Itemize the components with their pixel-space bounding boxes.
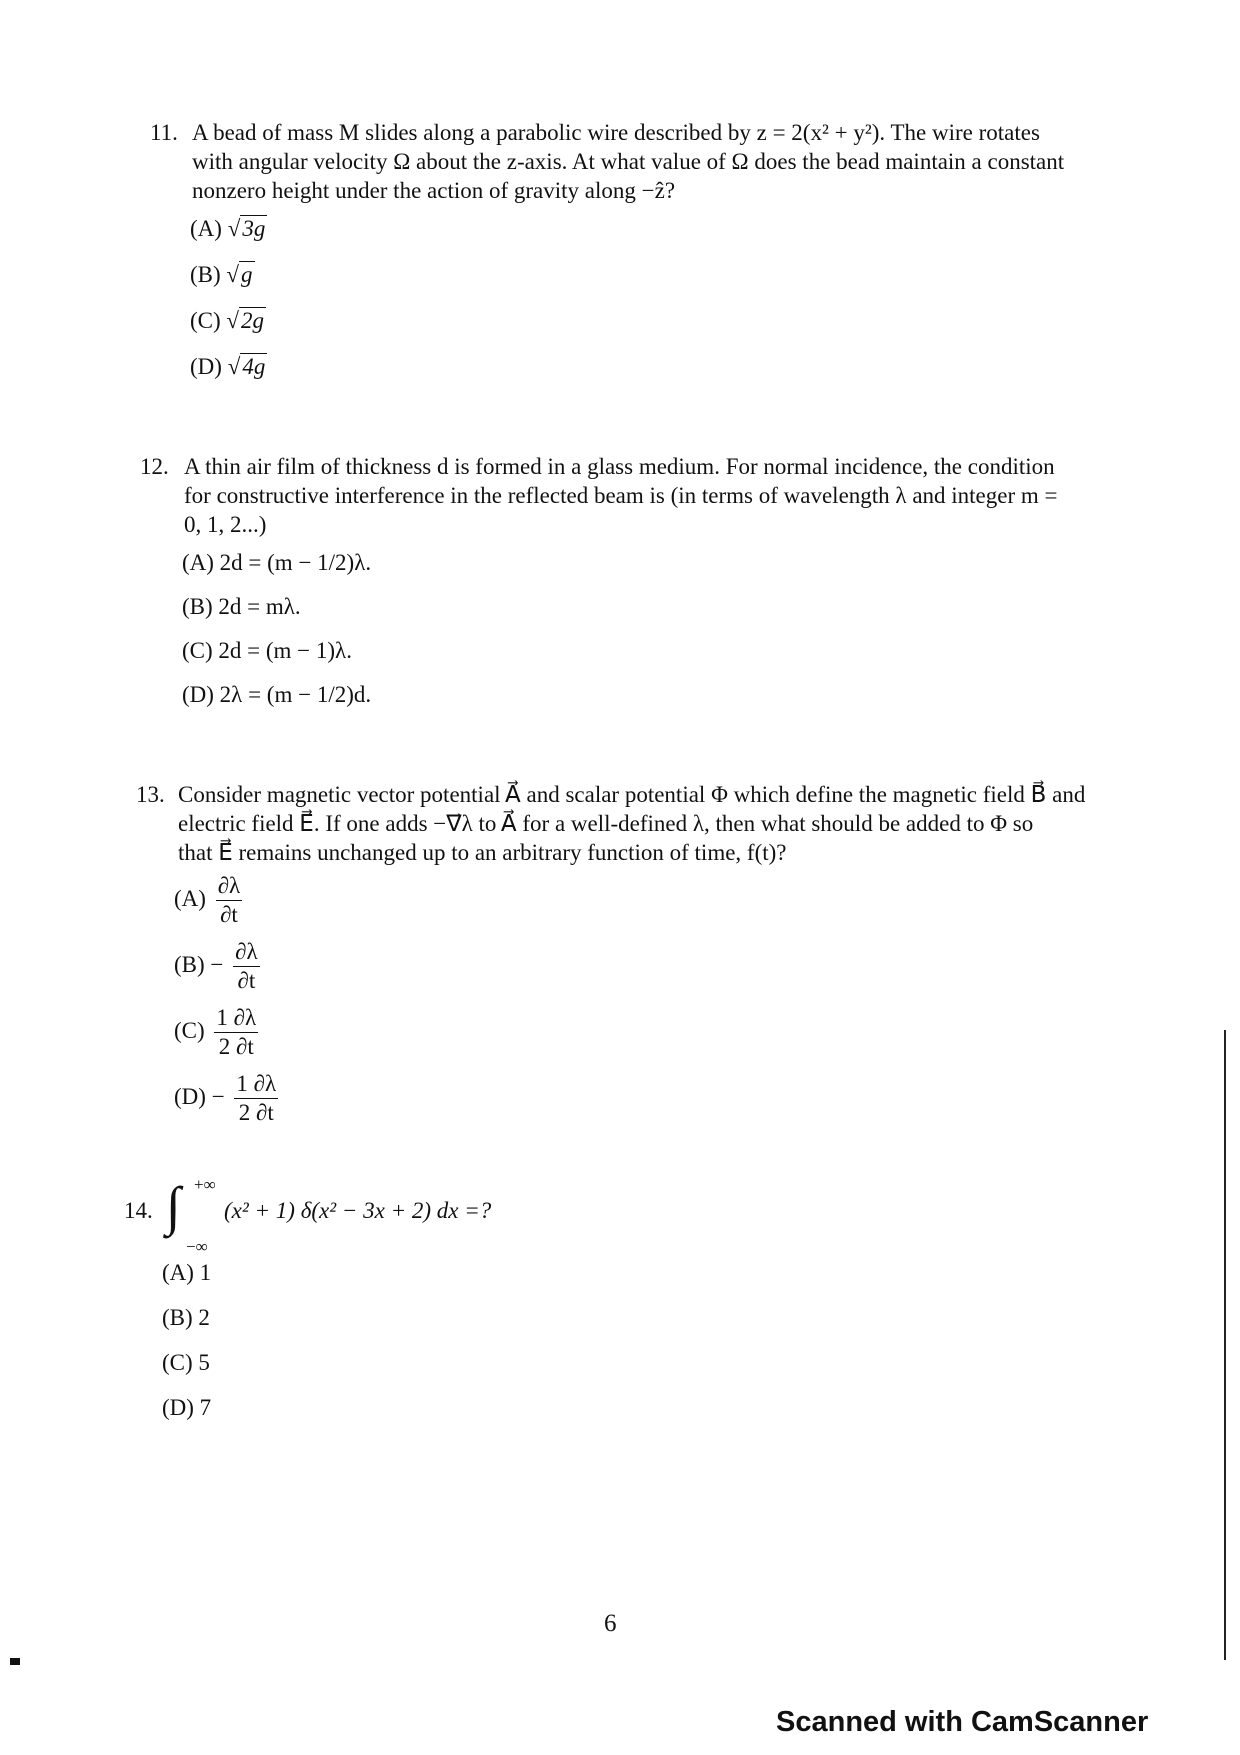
option-b[interactable]: (B) 2	[162, 1305, 210, 1330]
numerator: ∂λ	[216, 872, 243, 901]
square-root: √g	[226, 262, 253, 287]
denominator: 2 ∂t	[238, 1100, 274, 1125]
stem-line: nonzero height under the action of gravity along −ẑ?	[192, 178, 676, 203]
numerator: 1 ∂λ	[214, 1004, 258, 1033]
option-sign: −	[211, 1083, 225, 1109]
option-a[interactable]: (A) 1	[162, 1260, 212, 1285]
option-label: (C)	[174, 1017, 205, 1043]
scanner-watermark: Scanned with CamScanner	[776, 1706, 1149, 1738]
question-14	[124, 1170, 924, 1420]
option-d[interactable]: (D) 7	[162, 1395, 212, 1420]
option-label: (A)	[190, 216, 222, 241]
option-c[interactable]: (C) 2d = (m − 1)λ.	[182, 638, 352, 663]
option-sign: −	[210, 951, 224, 977]
scan-speck	[10, 1658, 20, 1665]
option-label: (B)	[174, 951, 205, 977]
option-c[interactable]	[190, 306, 266, 335]
stem-line: A bead of mass M slides along a parabolic wire described by z = 2(x² + y²). The wire rotates	[192, 120, 1040, 145]
option-b[interactable]	[190, 260, 255, 289]
radicand: 3g	[242, 216, 266, 241]
question-number: 11.	[150, 120, 178, 145]
option-label: (C)	[190, 308, 221, 333]
stem-line: electric field E⃗. If one adds −∇⃗λ to A⃗ for a well-defined λ, then what should be added to Φ so	[178, 811, 1034, 836]
stem-line: that E⃗ remains unchanged up to an arbitrary function of time, f(t)?	[178, 840, 787, 865]
lower-limit: −∞	[186, 1237, 208, 1256]
option-d[interactable]	[174, 1070, 278, 1127]
radicand: g	[241, 262, 253, 287]
radicand: 2g	[241, 308, 265, 333]
option-d[interactable]: (D) 2λ = (m − 1/2)d.	[182, 682, 372, 707]
integral-sign: ∫	[166, 1176, 181, 1236]
square-root: √3g	[227, 216, 266, 241]
square-root: √2g	[226, 308, 265, 333]
option-b[interactable]	[174, 938, 260, 995]
question-number: 13.	[136, 782, 165, 807]
radicand: 4g	[242, 354, 266, 379]
option-a[interactable]	[190, 214, 267, 243]
fraction	[214, 1004, 258, 1061]
upper-limit: +∞	[194, 1175, 216, 1194]
question-13	[136, 780, 1151, 1140]
stem-line: Consider magnetic vector potential A⃗ and scalar potential Φ which define the magnetic field B⃗ and	[178, 782, 1086, 807]
option-label: (D)	[174, 1083, 206, 1109]
stem-line: 0, 1, 2...)	[184, 512, 267, 537]
stem-line: for constructive interference in the reflected beam is (in terms of wavelength λ and integer m =	[184, 483, 1058, 508]
fraction	[216, 872, 243, 929]
question-11	[150, 118, 1150, 378]
fraction	[233, 938, 260, 995]
question-stem	[192, 118, 1064, 205]
integrand: (x² + 1) δ(x² − 3x + 2) dx =?	[224, 1198, 492, 1223]
stem-line: with angular velocity Ω about the z-axis. At what value of Ω does the bead maintain a constant	[192, 149, 1065, 174]
option-label: (A)	[174, 885, 206, 911]
scan-edge-line	[1224, 1030, 1226, 1660]
question-stem	[184, 452, 1058, 539]
numerator: ∂λ	[233, 938, 260, 967]
option-label: (D)	[190, 354, 222, 379]
option-d[interactable]	[190, 352, 267, 381]
option-b[interactable]: (B) 2d = mλ.	[182, 594, 301, 619]
denominator: ∂t	[220, 902, 238, 927]
stem-line: A thin air film of thickness d is formed in a glass medium. For normal incidence, the condition	[184, 454, 1055, 479]
page-number: 6	[604, 1610, 617, 1637]
denominator: ∂t	[237, 968, 256, 993]
question-12	[140, 452, 1150, 712]
fraction	[234, 1070, 278, 1127]
option-c[interactable]: (C) 5	[162, 1350, 210, 1375]
option-c[interactable]	[174, 1004, 258, 1061]
numerator: 1 ∂λ	[234, 1070, 278, 1099]
option-a[interactable]: (A) 2d = (m − 1/2)λ.	[182, 550, 372, 575]
integral-expression	[166, 1170, 866, 1260]
square-root: √4g	[227, 354, 266, 379]
denominator: 2 ∂t	[218, 1034, 254, 1059]
question-number: 12.	[140, 454, 169, 479]
option-label: (B)	[190, 262, 221, 287]
option-a[interactable]	[174, 872, 242, 929]
question-stem	[178, 780, 1085, 867]
question-number: 14.	[124, 1198, 153, 1223]
